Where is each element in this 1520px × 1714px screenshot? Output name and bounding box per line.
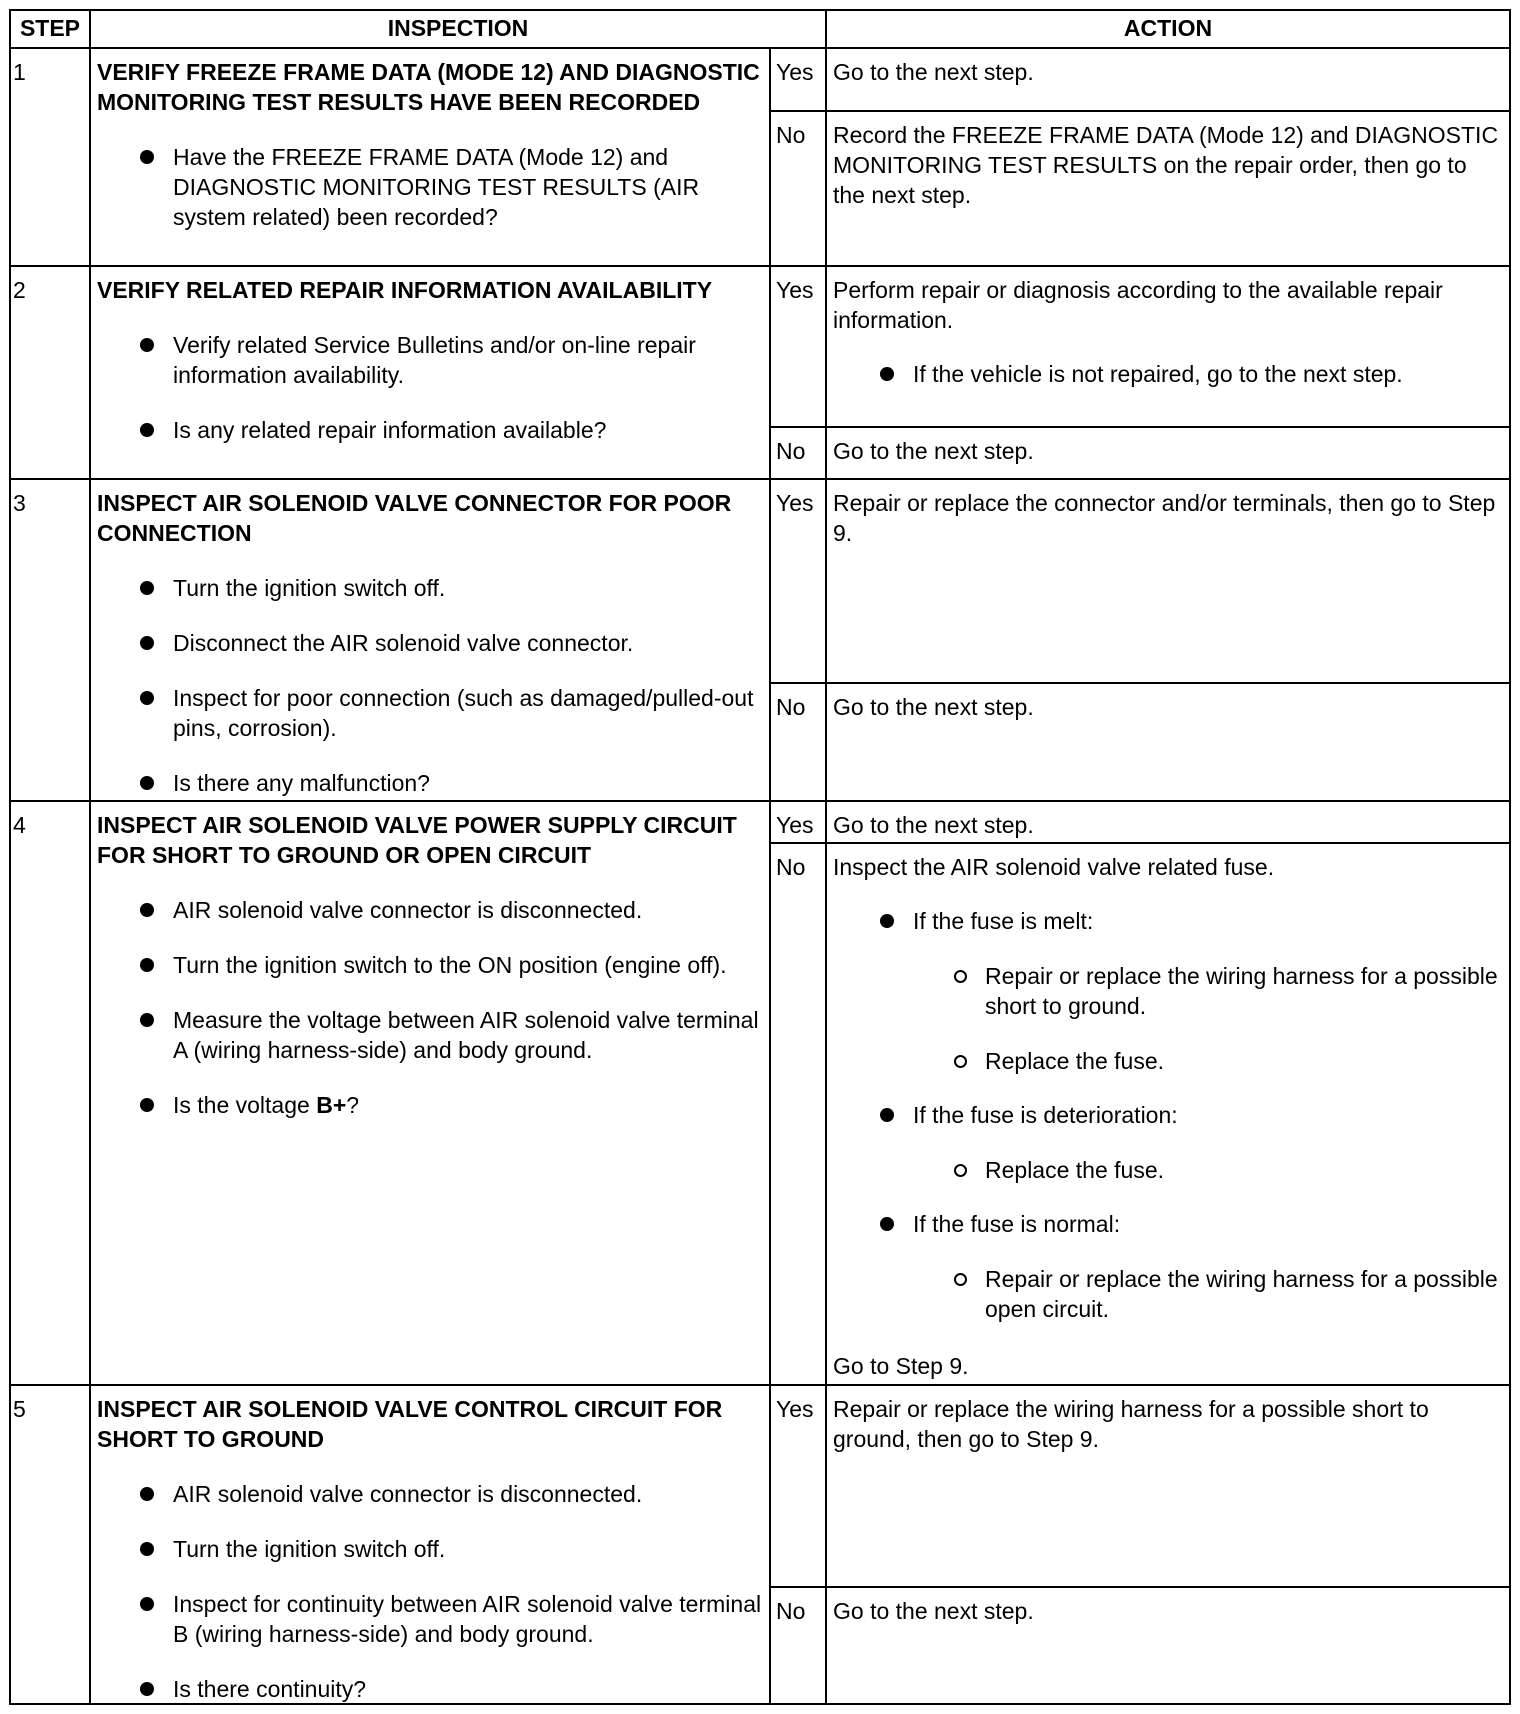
yes-action: Go to the next step. [833,812,1034,838]
no-action: Go to the next step. [833,1598,1034,1624]
yes-action: Repair or replace the connector and/or terminals, then go to Step 9. [833,490,1496,546]
header-inspection: INSPECTION [387,15,529,41]
inspection-bullet: AIR solenoid valve connector is disconnected. [97,895,763,925]
yes-label: Yes [776,812,814,838]
no-action: Inspect the AIR solenoid valve related fuse. [833,854,1275,880]
bullet-text: Is the voltage [173,1092,317,1118]
inspection-bullet: Have the FREEZE FRAME DATA (Mode 12) and DIAGNOSTIC MONITORING TEST RESULTS (AIR system related) been recorded? [97,142,763,232]
inspection-bullet: Verify related Service Bulletins and/or on-line repair information availability. [97,330,763,390]
inspection-bullet: Is there any malfunction? [97,768,763,798]
inspection-bullet: Turn the ignition switch off. [97,1534,763,1564]
action-sub-bullet: Repair or replace the wiring harness for a possible open circuit. [833,1264,1503,1324]
header-step: STEP [19,15,81,41]
inspection-cell [91,1386,769,1704]
inspection-bullet: Turn the ignition switch to the ON position (engine off). [97,950,763,980]
action-bullet: If the vehicle is not repaired, go to the next step. [833,359,1503,389]
inspection-bullet: Inspect for poor connection (such as damaged/pulled-out pins, corrosion). [97,683,763,743]
yes-label: Yes [776,277,814,303]
step-number: 4 [13,812,26,838]
yes-action: Go to the next step. [833,59,1034,85]
step-number: 5 [13,1396,26,1422]
yes-action: Repair or replace the wiring harness for a possible short to ground, then go to Step 9. [833,1396,1429,1452]
action-sub-bullet: Repair or replace the wiring harness for a possible short to ground. [833,961,1503,1021]
action-bullet: If the fuse is deterioration: [833,1100,1503,1130]
inspection-bullet: Measure the voltage between AIR solenoid valve terminal A (wiring harness-side) and body ground. [97,1005,763,1065]
inspection-title: INSPECT AIR SOLENOID VALVE CONNECTOR FOR POOR CONNECTION [97,490,732,546]
diagnostic-table [9,9,1511,1705]
inspection-bullet: Turn the ignition switch off. [97,573,763,603]
bullet-text: ? [346,1092,360,1118]
inspection-bullet: Is there continuity? [97,1674,763,1704]
header-action: ACTION [1123,15,1213,41]
inspection-cell [91,802,769,1120]
no-label: No [776,694,806,720]
no-label: No [776,1598,806,1624]
no-action-cell [827,844,1509,1381]
no-label: No [776,122,806,148]
inspection-bullet: Inspect for continuity between AIR solenoid valve terminal B (wiring harness-side) and body ground. [97,1589,763,1649]
step-number: 3 [13,490,26,516]
inspection-title: INSPECT AIR SOLENOID VALVE POWER SUPPLY CIRCUIT FOR SHORT TO GROUND OR OPEN CIRCUIT [97,812,737,868]
inspection-cell [91,49,769,232]
inspection-cell [91,267,769,445]
action-final: Go to Step 9. [833,1353,969,1379]
step-number: 1 [13,59,26,85]
no-action: Record the FREEZE FRAME DATA (Mode 12) and DIAGNOSTIC MONITORING TEST RESULTS on the repair order, then go to the next step. [833,122,1499,208]
inspection-cell [91,480,769,798]
yes-action: Perform repair or diagnosis according to the available repair information. [833,277,1443,333]
inspection-bullet: Disconnect the AIR solenoid valve connector. [97,628,763,658]
action-bullet: If the fuse is normal: [833,1209,1503,1239]
action-sub-bullet: Replace the fuse. [833,1155,1503,1185]
inspection-title: INSPECT AIR SOLENOID VALVE CONTROL CIRCUIT FOR SHORT TO GROUND [97,1396,723,1452]
action-sub-bullet: Replace the fuse. [833,1046,1503,1076]
inspection-bullet [97,1090,763,1120]
step-number: 2 [13,277,26,303]
action-bullet: If the fuse is melt: [833,906,1503,936]
yes-label: Yes [776,59,814,85]
yes-label: Yes [776,490,814,516]
no-action: Go to the next step. [833,694,1034,720]
no-label: No [776,438,806,464]
no-label: No [776,854,806,880]
voltage-value: B+ [316,1092,347,1118]
inspection-title: VERIFY RELATED REPAIR INFORMATION AVAILABILITY [97,277,713,303]
yes-action-cell [827,267,1509,389]
no-action: Go to the next step. [833,438,1034,464]
yes-label: Yes [776,1396,814,1422]
inspection-title: VERIFY FREEZE FRAME DATA (MODE 12) AND DIAGNOSTIC MONITORING TEST RESULTS HAVE BEEN RECORDED [97,59,760,115]
inspection-bullet: AIR solenoid valve connector is disconnected. [97,1479,763,1509]
inspection-bullet: Is any related repair information available? [97,415,763,445]
